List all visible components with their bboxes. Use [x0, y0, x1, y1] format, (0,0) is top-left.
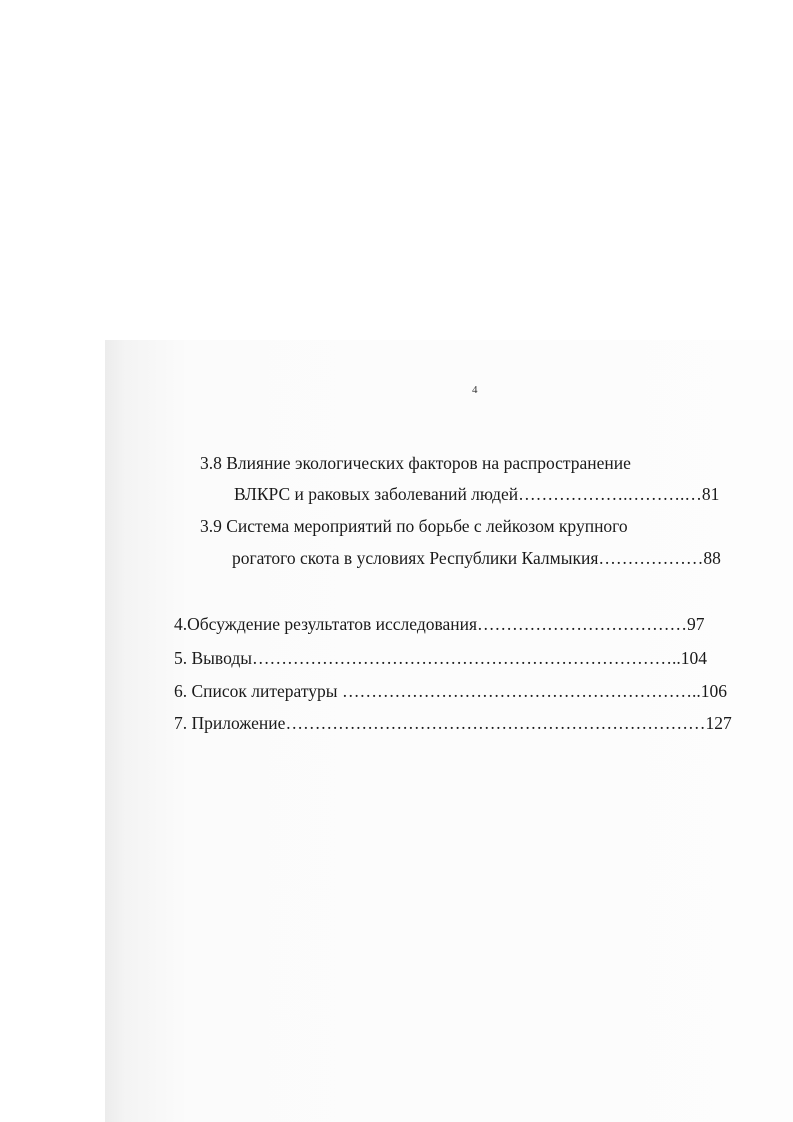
toc-entry-3-8-continuation: [234, 486, 719, 504]
toc-entry-3-9-title: [200, 518, 628, 536]
toc-leader-dots: ………………: [598, 548, 704, 568]
page-number: 4: [472, 384, 478, 396]
toc-leader-dots: ………………………………: [477, 614, 688, 634]
toc-leader-dots: ………………………………………………………………: [285, 713, 706, 733]
toc-entry-7: [174, 715, 732, 733]
toc-entry-4: [174, 616, 705, 634]
toc-entry-3-9-continuation: [232, 550, 721, 568]
toc-page-ref: 81: [701, 484, 720, 504]
toc-entry-3-8-line1: 3.8 Влияние экологических факторов на распространение: [200, 453, 631, 473]
toc-leader-dots: ……………………………………………………..: [341, 681, 701, 701]
toc-entry-3-8-title: [200, 455, 631, 473]
toc-entry-7-text: 7. Приложение: [174, 713, 286, 733]
toc-entry-3-8-line2: ВЛКРС и раковых заболеваний людей: [234, 484, 519, 504]
toc-page-ref: 88: [703, 548, 721, 568]
toc-page-ref: 106: [700, 681, 727, 701]
toc-entry-3-9-line2: рогатого скота в условиях Республики Калмыкия: [232, 548, 599, 568]
toc-entry-5-text: 5. Выводы: [174, 648, 252, 668]
toc-entry-5: [174, 650, 707, 668]
toc-leader-dots: ………………………………………………………………..: [251, 648, 681, 668]
toc-page-ref: 104: [680, 648, 707, 668]
toc-page-ref: 97: [687, 614, 705, 634]
toc-page-ref: 127: [705, 713, 732, 733]
toc-entry-3-9-line1: 3.9 Система мероприятий по борьбе с лейкозом крупного: [200, 516, 628, 536]
toc-leader-dots: ……………….……….…: [518, 484, 702, 504]
toc-entry-4-text: 4.Обсуждение результатов исследования: [174, 614, 478, 634]
toc-entry-6-text: 6. Список литературы: [174, 681, 342, 701]
toc-entry-6: [174, 683, 727, 701]
